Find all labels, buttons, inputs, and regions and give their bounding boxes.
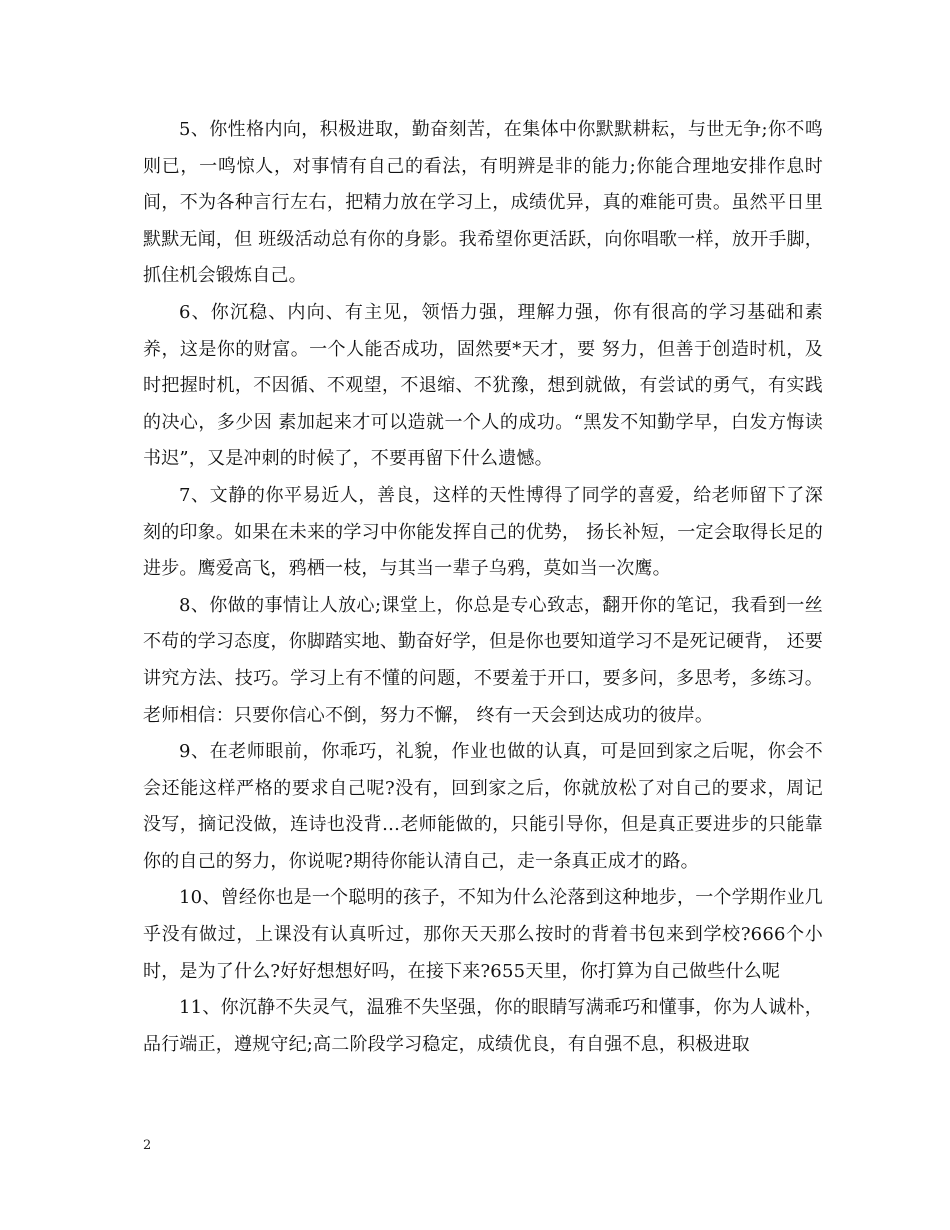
paragraph-11: 11、你沉静不失灵气，温雅不失坚强，你的眼睛写满乖巧和懂事，你为人诚朴，品行端正，遵规守纪;高二阶段学习稳定，成绩优良，有自强不息，积极进取 bbox=[143, 997, 823, 1055]
paragraph-8: 8、你做的事情让人放心;课堂上，你总是专心致志，翻开你的笔记，我看到一丝不苟的学习态度，你脚踏实地、勤奋好学，但是你也要知道学习不是死记硬背， 还要讲究方法、技巧。学习上有不懂的问题，不要羞于开口，要多问，多思考，多练习。老师相信：只要你信心不倒，努力不懈， 终有一天会到达成功的彼岸。 bbox=[143, 594, 823, 726]
paragraph-10: 10、曾经你也是一个聪明的孩子，不知为什么沦落到这种地步，一个学期作业几乎没有做过，上课没有认真听过，那你天天那么按时的背着书包来到学校?666个小时，是为了什么?好好想想好吗，在接下来?655天里，你打算为自己做些什么呢 bbox=[143, 887, 823, 982]
paragraph-5: 5、你性格内向，积极进取，勤奋刻苦，在集体中你默默耕耘，与世无争;你不鸣则已，一鸣惊人，对事情有自己的看法，有明辨是非的能力;你能合理地安排作息时间，不为各种言行左右，把精力放在学习上，成绩优异，真的难能可贵。虽然平日里默默无闻，但 班级活动总有你的身影。我希望你更活跃，向你唱歌一样，放开手脚，抓住机会锻炼自己。 bbox=[143, 119, 823, 287]
paragraph-6: 6、你沉稳、内向、有主见，领悟力强，理解力强，你有很高的学习基础和素养，这是你的财富。一个人能否成功，固然要*天才，要 努力，但善于创造时机，及时把握时机，不因循、不观望，不退缩、不犹豫，想到就做，有尝试的勇气，有实践的决心，多少因 素加起来才可以造就一个人的成功。“黑发不知勤学早，白发方悔读书迟”，又是冲刺的时候了，不要再留下什么遗憾。 bbox=[143, 301, 823, 470]
paragraph-7: 7、文静的你平易近人，善良，这样的天性博得了同学的喜爱，给老师留下了深刻的印象。如果在未来的学习中你能发挥自己的优势， 扬长补短，一定会取得长足的进步。鹰爱高飞，鸦栖一枝，与其当一辈子乌鸦，莫如当一次鹰。 bbox=[143, 484, 823, 580]
page-number: 2 bbox=[143, 1138, 152, 1153]
paragraph-9: 9、在老师眼前，你乖巧，礼貌，作业也做的认真，可是回到家之后呢，你会不会还能这样严格的要求自己呢?没有，回到家之后，你就放松了对自己的要求，周记没写，摘记没做，连诗也没背…老师能做的，只能引导你，但是真正要进步的只能靠你的自己的努力，你说呢?期待你能认清自己，走一条真正成才的路。 bbox=[143, 741, 823, 872]
body-text bbox=[143, 112, 823, 1063]
